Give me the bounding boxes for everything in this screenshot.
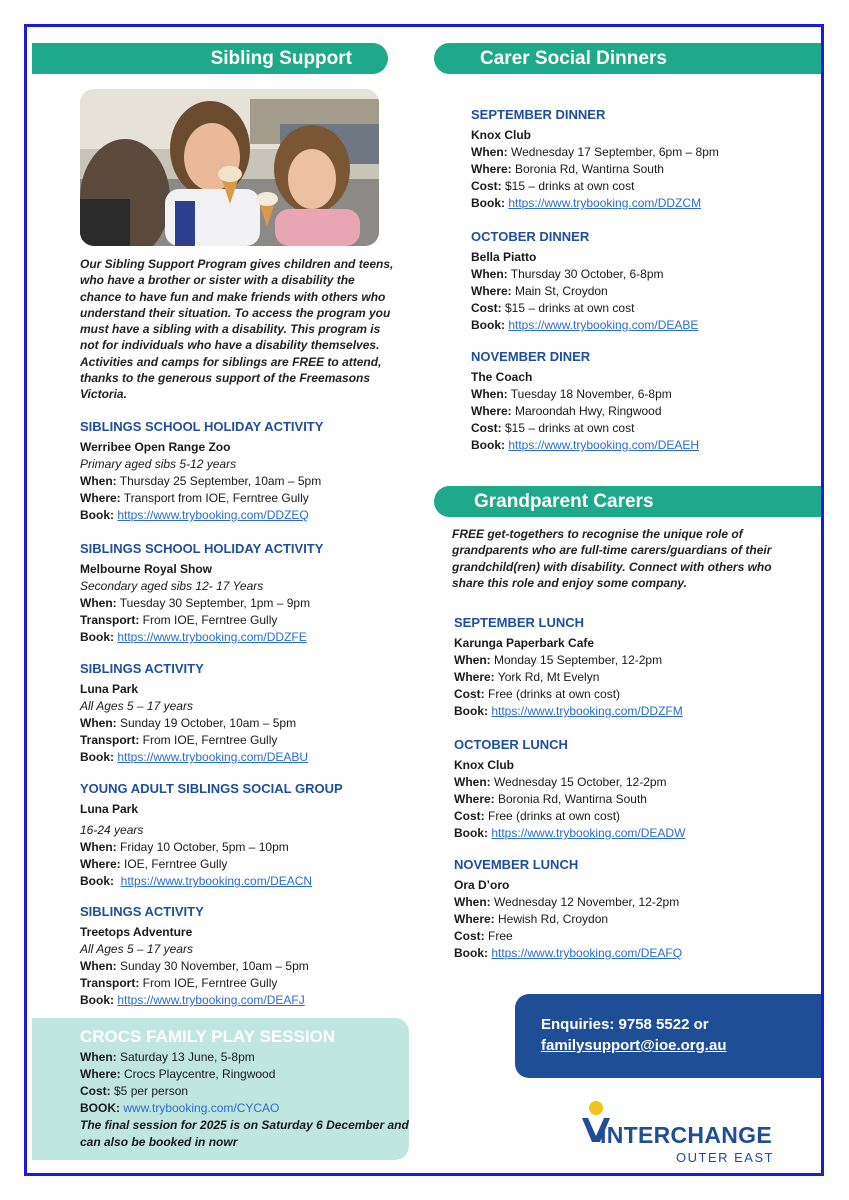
booking-link[interactable]: https://www.trybooking.com/DDZEQ — [117, 508, 309, 522]
crocs-title: CROCS FAMILY PLAY SESSION — [80, 1027, 336, 1046]
sibling-support-banner — [32, 43, 388, 74]
sibling-intro: Our Sibling Support Program gives children and teens, who have a brother or sister with a disability the chance to have fun and make friends with others who understand their situation. To access the program you must have a sibling with a disability. This program is not for individuals who have a disability themselves. Activities and camps for siblings are FREE to attend, thanks to the generous support of the Freemasons Victoria. — [80, 257, 394, 402]
crocs-note: The final session for 2025 is on Saturday 6 December and can also be booked in nowr — [80, 1118, 409, 1149]
event-venue: Knox Club — [471, 128, 531, 142]
when-label: When: — [80, 716, 117, 730]
when-value: Thursday 25 September, 10am – 5pm — [116, 474, 322, 488]
lunch-event-3 — [454, 856, 794, 962]
booking-link[interactable]: https://www.trybooking.com/DEAFJ — [117, 993, 305, 1007]
where-value: Main St, Croydon — [511, 284, 608, 298]
when-value: Monday 15 September, 12-2pm — [490, 653, 663, 667]
where-value: Transport from IOE, Ferntree Gully — [120, 491, 309, 505]
cost-label: Cost: — [454, 687, 485, 701]
cost-label: Cost: — [471, 421, 502, 435]
when-label: When: — [80, 959, 117, 973]
carer-dinners-banner — [434, 43, 821, 74]
enquiries-phone[interactable]: Enquiries: 9758 5522 or — [541, 1016, 709, 1033]
sibling-event-5 — [80, 903, 400, 1009]
cost-value: $5 per person — [110, 1084, 189, 1098]
event-venue: Bella Piatto — [471, 250, 537, 264]
booking-link[interactable]: https://www.trybooking.com/DEACN — [120, 874, 313, 888]
booking-link[interactable]: https://www.trybooking.com/DEABE — [508, 318, 699, 332]
when-value: Sunday 19 October, 10am – 5pm — [116, 716, 297, 730]
when-value: Tuesday 30 September, 1pm – 9pm — [116, 596, 311, 610]
crocs-play-session-box — [32, 1018, 409, 1160]
interchange-logo — [578, 1098, 792, 1168]
when-label: When: — [80, 474, 117, 488]
booking-link[interactable]: https://www.trybooking.com/DEABU — [117, 750, 309, 764]
sibling-event-2 — [80, 540, 400, 646]
event-heading: OCTOBER DINNER — [471, 229, 590, 244]
book-label: Book: — [454, 946, 488, 960]
event-venue: Luna Park — [80, 802, 139, 816]
event-heading: SIBLINGS SCHOOL HOLIDAY ACTIVITY — [80, 419, 324, 434]
when-value: Wednesday 12 November, 12-2pm — [490, 895, 680, 909]
grandparent-carers-banner — [434, 486, 821, 517]
event-venue: Karunga Paperbark Cafe — [454, 636, 595, 650]
sibling-event-1 — [80, 418, 400, 524]
cost-label: Cost: — [454, 809, 485, 823]
grandparent-carers-title: Grandparent Carers — [474, 490, 654, 512]
when-value: Thursday 30 October, 6-8pm — [507, 267, 664, 281]
event-venue: Werribee Open Range Zoo — [80, 440, 231, 454]
transport-label: Transport: — [80, 733, 140, 747]
event-heading: OCTOBER LUNCH — [454, 737, 568, 752]
carer-dinners-title: Carer Social Dinners — [480, 47, 667, 69]
event-venue: Knox Club — [454, 758, 514, 772]
cost-value: $15 – drinks at own cost — [501, 301, 635, 315]
transport-value: From IOE, Ferntree Gully — [139, 733, 278, 747]
when-value: Tuesday 18 November, 6-8pm — [507, 387, 672, 401]
sibling-event-3 — [80, 660, 400, 766]
booking-link[interactable]: https://www.trybooking.com/DEAEH — [508, 438, 700, 452]
cost-label: Cost: — [454, 929, 485, 943]
cost-label: Cost: — [471, 179, 502, 193]
event-heading: NOVEMBER LUNCH — [454, 857, 579, 872]
where-label: Where: — [471, 162, 512, 176]
cost-value: $15 – drinks at own cost — [501, 421, 635, 435]
event-heading: SIBLINGS ACTIVITY — [80, 661, 204, 676]
where-label: Where: — [471, 284, 512, 298]
event-venue: Melbourne Royal Show — [80, 562, 213, 576]
event-heading: SIBLINGS ACTIVITY — [80, 904, 204, 919]
when-label: When: — [80, 840, 117, 854]
where-value: IOE, Ferntree Gully — [120, 857, 228, 871]
book-label: Book: — [80, 508, 114, 522]
booking-link[interactable]: https://www.trybooking.com/DDZFM — [491, 704, 683, 718]
where-label: Where: — [454, 792, 495, 806]
book-label: Book: — [471, 438, 505, 452]
booking-link[interactable]: www.trybooking.com/CYCAO — [120, 1101, 280, 1115]
where-value: Boronia Rd, Wantirna South — [494, 792, 647, 806]
when-label: When: — [454, 653, 491, 667]
book-label: BOOK: — [80, 1101, 120, 1115]
when-value: Wednesday 15 October, 12-2pm — [490, 775, 667, 789]
when-label: When: — [80, 596, 117, 610]
when-label: When: — [471, 267, 508, 281]
where-label: Where: — [454, 670, 495, 684]
booking-link[interactable]: https://www.trybooking.com/DDZFE — [117, 630, 307, 644]
sibling-photo — [80, 89, 379, 246]
when-label: When: — [471, 145, 508, 159]
cost-value: Free (drinks at own cost) — [484, 687, 621, 701]
lunch-event-2 — [454, 736, 794, 842]
sibling-support-title: Sibling Support — [210, 47, 352, 69]
booking-link[interactable]: https://www.trybooking.com/DEADW — [491, 826, 686, 840]
where-label: Where: — [80, 857, 121, 871]
event-heading: SEPTEMBER DINNER — [471, 107, 606, 122]
event-heading: YOUNG ADULT SIBLINGS SOCIAL GROUP — [80, 781, 343, 796]
sibling-photo-illustration — [80, 89, 379, 246]
when-label: When: — [454, 895, 491, 909]
book-label: Book: — [80, 874, 114, 888]
book-label: Book: — [454, 704, 488, 718]
booking-link[interactable]: https://www.trybooking.com/DEAFQ — [491, 946, 683, 960]
transport-value: From IOE, Ferntree Gully — [139, 976, 278, 990]
grandparent-intro: FREE get-togethers to recognise the unique role of grandparents who are full-time carers/guardians of their grandchild(ren) with disability. Connect with others who share this role and enjoy some company. — [452, 527, 772, 590]
booking-link[interactable]: https://www.trybooking.com/DDZCM — [508, 196, 702, 210]
when-value: Saturday 13 June, 5-8pm — [116, 1050, 255, 1064]
where-value: Maroondah Hwy, Ringwood — [511, 404, 662, 418]
event-heading: SIBLINGS SCHOOL HOLIDAY ACTIVITY — [80, 541, 324, 556]
enquiries-box — [515, 994, 821, 1078]
cost-label: Cost: — [471, 301, 502, 315]
where-label: Where: — [454, 912, 495, 926]
event-venue: Luna Park — [80, 682, 139, 696]
event-ages: All Ages 5 – 17 years — [80, 942, 193, 956]
cost-value: Free (drinks at own cost) — [484, 809, 621, 823]
where-value: Hewish Rd, Croydon — [494, 912, 609, 926]
where-value: Crocs Playcentre, Ringwood — [120, 1067, 276, 1081]
event-venue: Ora D’oro — [454, 878, 510, 892]
event-venue: The Coach — [471, 370, 533, 384]
where-value: Boronia Rd, Wantirna South — [511, 162, 664, 176]
event-venue: Treetops Adventure — [80, 925, 193, 939]
event-ages: All Ages 5 – 17 years — [80, 699, 193, 713]
logo-subtitle: OUTER EAST — [676, 1150, 775, 1165]
transport-label: Transport: — [80, 976, 140, 990]
enquiries-email[interactable]: familysupport@ioe.org.au — [541, 1037, 727, 1054]
event-ages: Primary aged sibs 5-12 years — [80, 457, 237, 471]
when-label: When: — [471, 387, 508, 401]
event-ages: Secondary aged sibs 12- 17 Years — [80, 579, 264, 593]
cost-value: $15 – drinks at own cost — [501, 179, 635, 193]
book-label: Book: — [80, 993, 114, 1007]
event-heading: SEPTEMBER LUNCH — [454, 615, 585, 630]
transport-label: Transport: — [80, 613, 140, 627]
cost-label: Cost: — [80, 1084, 111, 1098]
book-label: Book: — [80, 750, 114, 764]
book-label: Book: — [454, 826, 488, 840]
when-value: Wednesday 17 September, 6pm – 8pm — [507, 145, 719, 159]
lunch-event-1 — [454, 614, 794, 720]
where-value: York Rd, Mt Evelyn — [494, 670, 600, 684]
transport-value: From IOE, Ferntree Gully — [139, 613, 278, 627]
sibling-event-4 — [80, 780, 410, 890]
logo-wordmark: INTERCHANGE — [600, 1122, 772, 1148]
when-value: Friday 10 October, 5pm – 10pm — [116, 840, 289, 854]
event-heading: NOVEMBER DINER — [471, 349, 591, 364]
cost-value: Free — [484, 929, 513, 943]
book-label: Book: — [471, 196, 505, 210]
book-label: Book: — [80, 630, 114, 644]
where-label: Where: — [471, 404, 512, 418]
where-label: Where: — [80, 491, 121, 505]
when-label: When: — [454, 775, 491, 789]
dinner-event-2 — [471, 228, 801, 334]
when-value: Sunday 30 November, 10am – 5pm — [116, 959, 309, 973]
where-label: Where: — [80, 1067, 121, 1081]
when-label: When: — [80, 1050, 117, 1064]
book-label: Book: — [471, 318, 505, 332]
dinner-event-1 — [471, 106, 801, 212]
event-ages: 16-24 years — [80, 823, 144, 837]
dinner-event-3 — [471, 348, 801, 454]
